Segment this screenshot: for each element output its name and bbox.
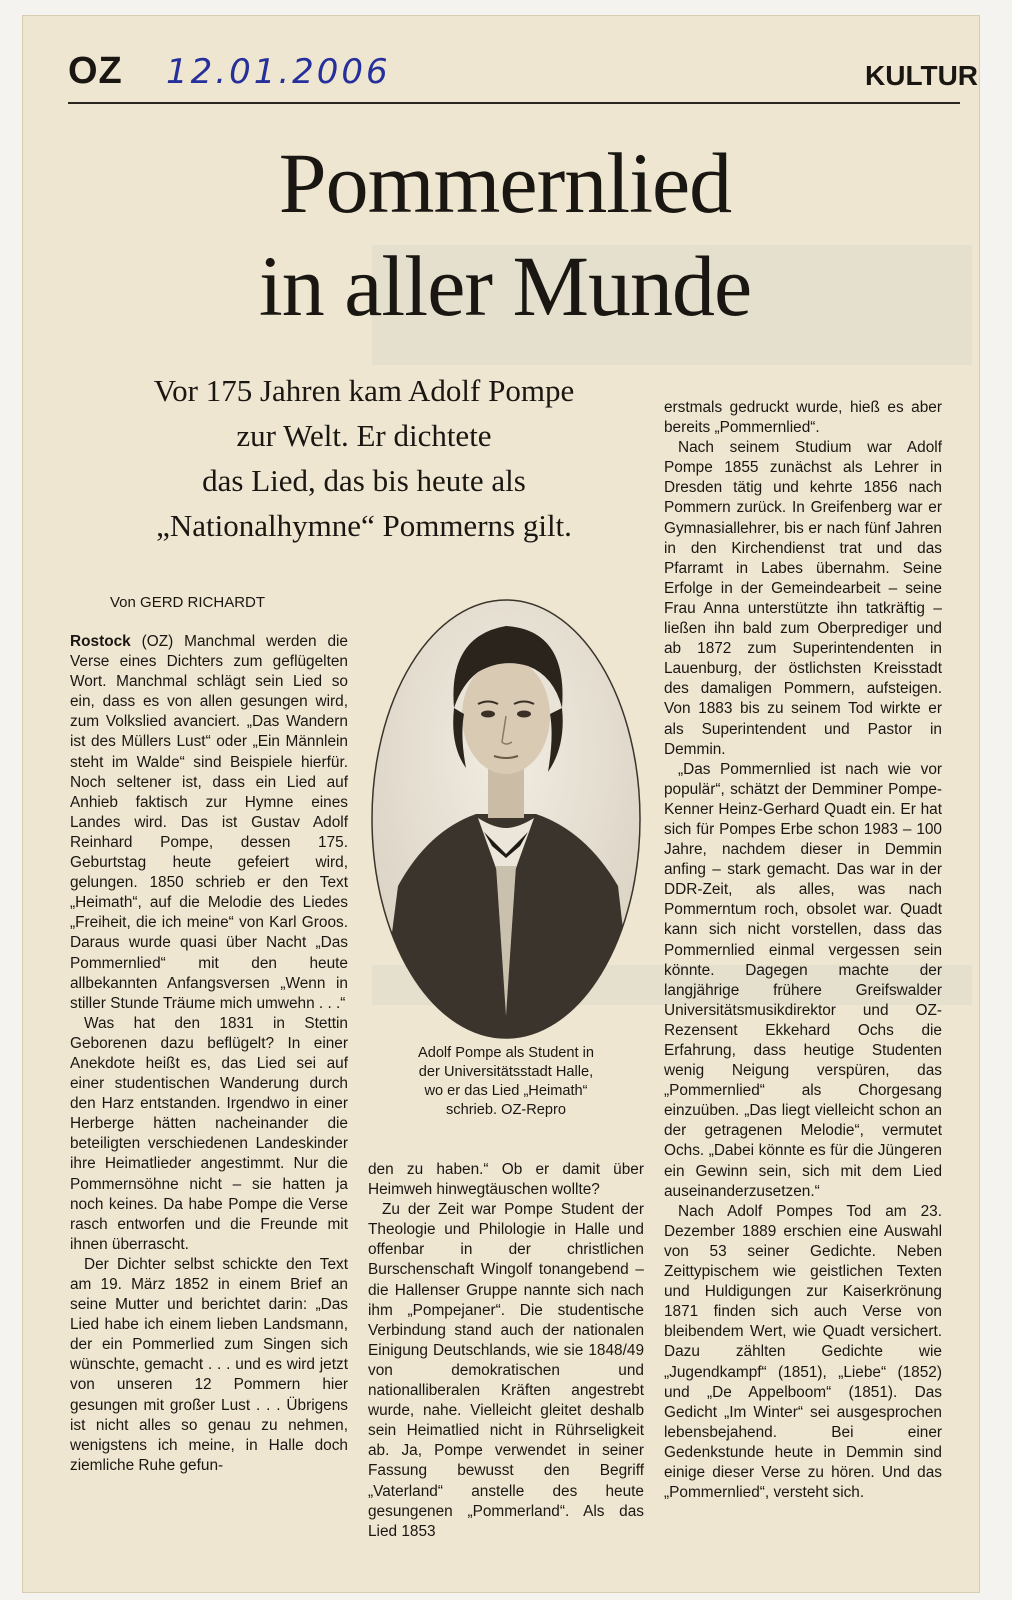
paragraph: Was hat den 1831 in Stettin Geborenen dazu beflügelt? In einer Anekdote heißt es, das Lied sei auf einer studentischen Wanderung durch den Harz entstanden. Irgendwo in einer Herberge hätten nacheinander die beteiligten verschiedenen Landeskinder ihre Heimatlieder angestimmt. Nur die Pommernsöhne nicht – sie hatten ja noch keines. Da habe Pompe die Verse rasch entworfen und die Freunde mit ihnen überrascht.	[70, 1014, 348, 1253]
dateline: Rostock	[70, 633, 131, 650]
caption-line-4: schrieb. OZ-Repro	[445, 1102, 567, 1118]
paragraph: erstmals gedruckt wurde, hieß es aber bereits „Pommernlied“.	[664, 399, 942, 437]
paragraph	[70, 632, 348, 1014]
caption-line-3: wo er das Lied „Heimath“	[424, 1083, 588, 1099]
paragraph: Nach Adolf Pompes Tod am 23. Dezember 1889 erschien eine Auswahl von 53 seiner Gedichte. Neben Zeittypischem wie geistlichen Texten und Huldigungen zur Kaiserkrönung 1871 finden sich auch Verse von bleibendem Wert, wie Quadt versichert. Dazu zählten Gedichte wie „Jugendkampf“ (1851), „Liebe“ (1852) und „De Appelboom“ (1851). Das Gedicht „Im Winter“ sei ausgesprochen lebensbejahend. Bei einer Gedenkstunde heute in Demmin sind einige dieser Verse zu hören. Und das „Pommernlied“, versteht sich.	[664, 1202, 942, 1502]
photo-caption	[368, 1044, 644, 1120]
article-column-1	[70, 632, 348, 1476]
subhead-line-2: zur Welt. Er dichtete	[236, 418, 492, 453]
portrait-photo	[368, 596, 644, 1042]
masthead	[68, 46, 979, 104]
paragraph: „Das Pommernlied ist nach wie vor populär“, schätzt der Demminer Pompe-Kenner Heinz-Gerhard Quadt ein. Er hat sich für Pompes Erbe schon 1983 – 100 Jahre, nachdem dieser in Demmin anfing – stark gemacht. Das war in der DDR-Zeit, als alles, was nach Pommerntum roch, obsolet war. Quadt kann sich nicht vorstellen, dass das Pommernlied einmal vergessen sein könnte. Dagegen machte der langjährige frühere Greifswalder Universitätsmusikdirektor und OZ-Rezensent Ekkehard Ochs die Erfahrung, dass heutige Studenten wenig Neigung verspüren, das „Pommernlied“ als Chorgesang einzuüben. „Das liegt vielleicht schon an der getragenen Melodie“, vermutet Ochs. „Dabei könnte es für die Jüngeren ein Gewinn sein, sich mit dem Lied auseinanderzusetzen.“	[664, 760, 942, 1200]
subheadline	[96, 368, 632, 548]
paper-logo: OZ	[68, 50, 123, 92]
paragraph: Der Dichter selbst schickte den Text am 19. März 1852 in einem Brief an seine Mutter und berichtet darin: „Das Lied habe ich einem lieben Landsmann, der ein Pommerlied zum Singen sich wünschte, gemacht . . . und es wird jetzt von unseren 12 Pommern hier gesungen mit großer Lust . . . Übrigens ist nicht alles so genau zu nehmen, wenigstens ich meine, in Halle doch ziemliche Ruhe gefun-	[70, 1255, 348, 1474]
headline-line-2: in aller Munde	[258, 238, 752, 334]
handwritten-date: 12.01.2006	[166, 52, 391, 92]
caption-line-2: der Universitätsstadt Halle,	[418, 1064, 594, 1080]
article-column-2	[368, 1160, 644, 1542]
caption-line-1: Adolf Pompe als Student in	[417, 1045, 595, 1061]
paragraph: Nach seinem Studium war Adolf Pompe 1855 zunächst als Lehrer in Dresden tätig und kehrte 1856 nach Pommern zurück. In Greifenberg war er Gymnasiallehrer, bis er nach fünf Jahren in den Kirchendienst trat und das Pfarramt in Labes übernahm. Seine Erfolge in der Gemeindearbeit – seine Frau Anna unterstützte ihn tatkräftig – ließen ihn bald zum Oberprediger und ab 1872 zum Superintendenten in Lauenburg, der östlichsten Kreisstadt des damaligen Pommern, aufsteigen. Von 1883 bis zu seinem Tod wirkte er als Superintendent und Pastor in Demmin.	[664, 439, 942, 758]
portrait-illustration	[368, 596, 644, 1042]
subhead-line-4: „Nationalhymne“ Pommerns gilt.	[156, 508, 572, 543]
subhead-line-1: Vor 175 Jahren kam Adolf Pompe	[153, 373, 575, 408]
byline: Von GERD RICHARDT	[110, 594, 266, 611]
subhead-line-3: das Lied, das bis heute als	[202, 463, 526, 498]
article-column-3	[664, 398, 942, 1503]
paragraph-text: (OZ) Manchmal werden die Verse eines Dichters zum geflügelten Wort. Manchmal schlägt sein Lied so ein, dass es von allen gesungen wird, zum Volkslied avanciert. „Das Wandern ist des Müllers Lust“ oder „Ein Männlein steht im Walde“ sind Beispiele hierfür. Noch seltener ist, dass ein Lied auf Anhieb faktisch zur Hymne eines Landes wird. Das ist Gustav Adolf Reinhard Pompe, dessen 175. Geburtstag heute gefeiert wird, gelungen. 1850 schrieb er den Text „Heimath“, auf die Melodie des Liedes „Freiheit, die ich meine“ von Karl Groos. Daraus wurde quasi über Nacht „Das Pommernlied“ mit den heute allbekannten Anfangsversen „Wenn in stiller Stunde Träume mich umwehn . . .“	[70, 633, 348, 1012]
headline-line-1: Pommernlied	[278, 135, 732, 231]
paragraph: den zu haben.“ Ob er damit über Heimweh hinwegtäuschen wollte?	[368, 1161, 644, 1199]
section-label: KULTUR	[865, 60, 979, 91]
headline	[90, 132, 920, 338]
paragraph: Zu der Zeit war Pompe Student der Theologie und Philologie in Halle und offenbar in der christlichen Burschenschaft Wingolf tonangebend – die Hallenser Gruppe nannte sich nach ihm „Pompejaner“. Die studentische Verbindung stand auch der nationalen Einigung Deutschlands, wie sie 1848/49 von demokratischen und nationalliberalen Kräften angestrebt wurde, nahe. Vielleicht gleitet deshalb sein Heimatlied nicht in Rührseligkeit ab. Ja, Pompe verwendet in seiner Fassung bewusst den Begriff „Vaterland“ anstelle des heute gesungenen „Pommerland“. Als das Lied 1853	[368, 1201, 644, 1540]
